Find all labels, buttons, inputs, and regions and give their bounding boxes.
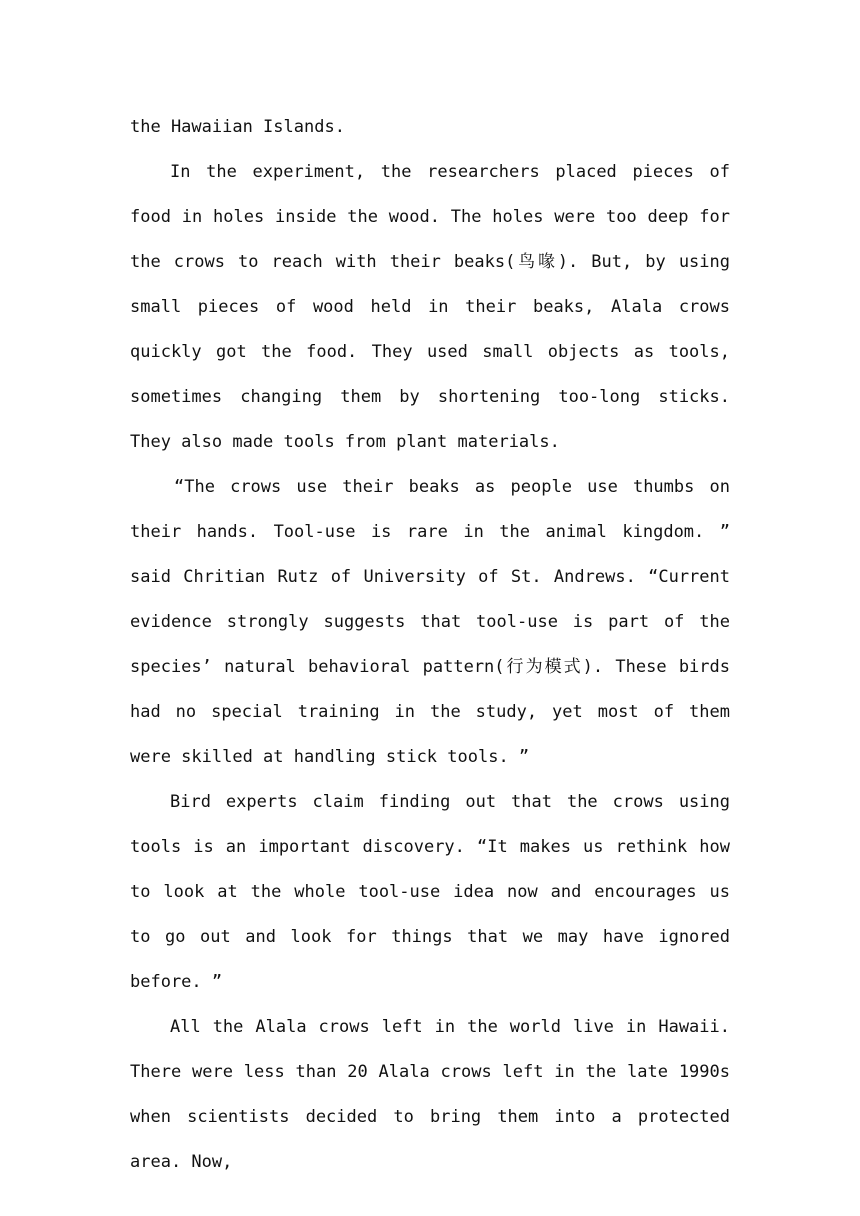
paragraph-rutz-quote: “The crows use their beaks as people use thumbs on their hands. Tool-use is rare in the animal kingdom. ” said Chritian Rutz of University of St. Andrews. “Current evidence strongly suggests that tool-use is part of the species’ natural behavioral pattern(行为模式). These birds had no special training in the study, yet most of them were skilled at handling stick tools. ” (130, 477, 730, 767)
paragraph-bird-experts: Bird experts claim finding out that the crows using tools is an important discovery. “It makes us rethink how to look at the whole tool-use idea now and encourages us to go out and look for things that we may have ignored before. ” (130, 792, 730, 992)
paragraph-experiment: In the experiment, the researchers placed pieces of food in holes inside the wood. The holes were too deep for the crows to reach with their beaks(鸟喙). But, by using small pieces of wood held in their beaks, Alala crows quickly got the food. They used small objects as tools, sometimes changing them by shortening too-long sticks. They also made tools from plant materials. (130, 162, 730, 452)
paragraph-continuation: the Hawaiian Islands. (130, 117, 345, 137)
article-body (130, 105, 730, 1185)
paragraph-hawaii: All the Alala crows left in the world live in Hawaii. There were less than 20 Alala crows left in the late 1990s when scientists decided to bring them into a protected area. Now, (130, 1017, 730, 1172)
